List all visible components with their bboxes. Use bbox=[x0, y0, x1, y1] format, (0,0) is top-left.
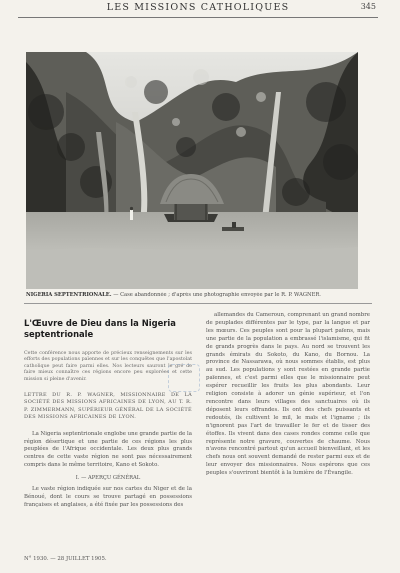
photograph-hut-in-forest bbox=[26, 52, 358, 289]
article-byline: LETTRE DU R. P. WAGNER, MISSIONNAIRE DE LA SOCIÉTÉ DES MISSIONS AFRICAINES DE LYON, AU T. R. P. ZIMMERMANN, SUPÉRIEUR GÉNÉRAL DE LA SOCIÉTÉ DES MISSIONS AFRICAINES DE LYON. bbox=[24, 392, 192, 421]
caption-text: — Case abandonnée ; d'après une photographie envoyée par le R. P. WAGNER. bbox=[113, 292, 321, 298]
page-number: 345 bbox=[360, 2, 376, 11]
running-head bbox=[20, 2, 376, 16]
section-heading: I. — APERÇU GÉNÉRAL bbox=[75, 475, 141, 482]
section-paragraph: Le vaste région indiquée sur nos cartes du Niger et de la Bénoué, dont le cours se trouve partagé en possessions françaises et anglaises, a été fixée par les possessions des bbox=[24, 486, 192, 508]
library-stamp bbox=[168, 364, 200, 392]
section-rule bbox=[24, 303, 372, 304]
intro-paragraph: La Nigeria septentrionale englobe une grande partie de la région désertique et une partie de ces régions les plus peuplées de l'Afrique occidentale. Les deux plus grands centres de cette vaste région ne sont pas nécessairement compris dans le même territoire, Kano et Sokoto. bbox=[24, 430, 192, 469]
issue-line: N° 1930. — 28 JUILLET 1905. bbox=[24, 556, 107, 562]
article-summary: Cette conférence nous apporte de précieux renseignements sur les efforts des populations païennes et sur les conquêtes que l'apostolat catholique peut faire parmi elles. Nos lecteurs sauront le gré de faire mieux connaître ces régions encore peu explorées et cette mission si pleine d'avenir. bbox=[24, 351, 192, 382]
right-column bbox=[206, 312, 370, 478]
running-title: LES MISSIONS CATHOLIQUES bbox=[106, 2, 290, 13]
right-column-text: allemandes du Cameroun, comprenant un grand nombre de peuplades différentes par le type, par la langue et par les mœurs. Ces peuples sont pour la plupart païens, mais une partie de la population a embrassé l'islamisme, qui fit de grands progrès dans le pays. Au nord se trouvent les grands émirats du Sokoto, du Kano, du Bornou. La province de Nassarawa, où nous sommes établis, est plus au sud. Les populations y sont restées en grande partie païennes, et c'est parmi elles que le missionnaire peut espérer recueillir les fruits les plus abondants. Leur religion consiste à adorer un génie supérieur, et l'on rencontre dans leurs villages des sanctuaires où ils déposent leurs offrandes. Ils ont des chefs puissants et redoutés, ils cultivent le mil, le maïs et l'igname ; ils n'ignorent pas l'art de travailler le fer et de tisser des étoffes. Ils vivent dans des cases rondes comme celle que représente notre gravure, couvertes de chaume. Nous n'avons rencontré partout qu'un accueil bienveillant, et les chefs nous ont souvent demandé de rester parmi eux et de leur envoyer des missionnaires. Nous espérons que ces peuples s'ouvriront bientôt à la lumière de l'Évangile. bbox=[206, 312, 370, 477]
caption-place: NIGERIA SEPTENTRIONALE. bbox=[26, 292, 112, 298]
header-rule bbox=[18, 17, 378, 18]
article-title: L'Œuvre de Dieu dans la Nigeria septentrionale bbox=[24, 318, 176, 339]
left-column bbox=[24, 318, 192, 510]
figure-caption bbox=[26, 292, 366, 299]
